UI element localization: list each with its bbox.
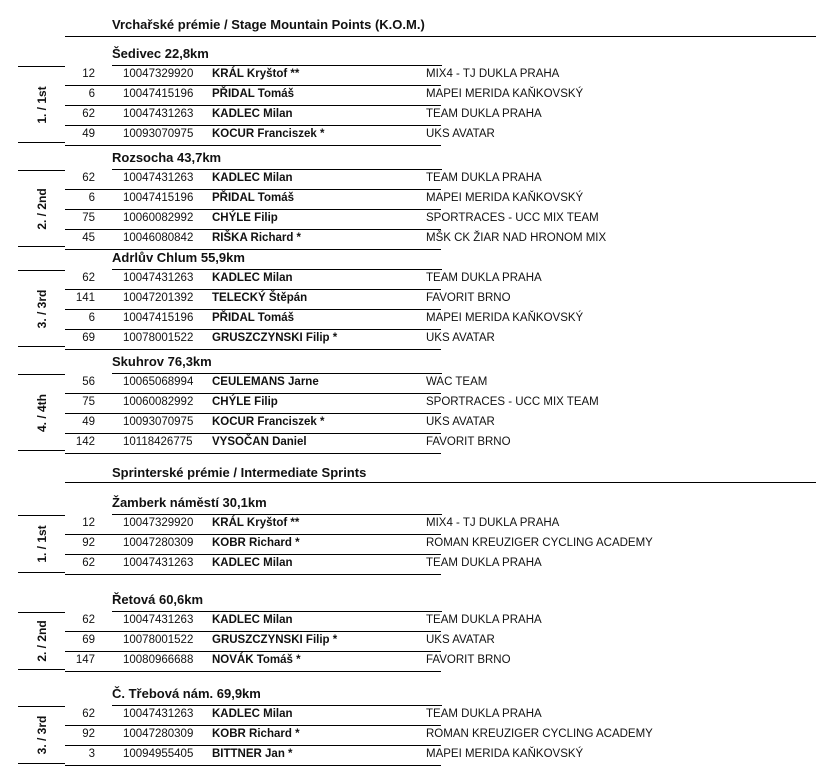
rider-name: GRUSZCZYNSKI Filip * (212, 332, 338, 344)
table-row (65, 106, 542, 126)
results-rows (65, 170, 607, 250)
team-name: MAPEI MERIDA KAŇKOVSKÝ (426, 312, 584, 324)
uci-id: 10093070975 (123, 128, 194, 140)
rank-cell (18, 270, 65, 347)
rider-name: PŘIDAL Tomáš (212, 312, 295, 324)
checkpoint-name: Řetová 60,6km (112, 592, 204, 607)
uci-id: 10047329920 (123, 68, 194, 80)
rider-name: KADLEC Milan (212, 108, 293, 120)
team-name: UKS AVATAR (426, 416, 495, 428)
team-name: FAVORIT BRNO (426, 654, 511, 666)
table-row (65, 726, 653, 746)
rider-name: BITTNER Jan * (212, 748, 293, 760)
team-name: MAPEI MERIDA KAŇKOVSKÝ (426, 88, 584, 100)
rider-name: KADLEC Milan (212, 708, 293, 720)
kom-group-4 (0, 354, 830, 452)
bib-number: 6 (88, 312, 95, 324)
table-row (65, 210, 599, 230)
table-row (65, 374, 488, 394)
sprints-group-1 (0, 495, 830, 574)
rider-name: KOCUR Franciszek * (212, 416, 325, 428)
rider-name: VYSOČAN Daniel (212, 436, 307, 448)
sprints-section-rule (65, 482, 816, 483)
rank-cell (18, 66, 65, 143)
bib-number: 6 (88, 192, 95, 204)
rider-name: TELECKÝ Štěpán (212, 292, 308, 304)
uci-id: 10046080842 (123, 232, 194, 244)
uci-id: 10047415196 (123, 192, 194, 204)
team-name: MAPEI MERIDA KAŇKOVSKÝ (426, 192, 584, 204)
uci-id: 10047280309 (123, 728, 194, 740)
bib-number: 6 (88, 88, 95, 100)
rank-cell (18, 515, 65, 573)
table-row (65, 414, 495, 434)
table-row (65, 394, 599, 414)
uci-id: 10065068994 (123, 376, 194, 388)
bib-number: 142 (75, 436, 95, 448)
uci-id: 10060082992 (123, 212, 194, 224)
table-row (65, 290, 511, 310)
uci-id: 10047415196 (123, 312, 194, 324)
team-name: TEAM DUKLA PRAHA (426, 614, 542, 626)
checkpoint-name: Šedivec 22,8km (112, 46, 209, 61)
rank-cell (18, 170, 65, 247)
team-name: WAC TEAM (426, 376, 488, 388)
table-row (65, 535, 653, 555)
uci-id: 10047201392 (123, 292, 194, 304)
bib-number: 62 (82, 272, 95, 284)
table-row (65, 515, 560, 535)
results-rows (65, 706, 653, 766)
checkpoint-name: Skuhrov 76,3km (112, 354, 212, 369)
team-name: SPORTRACES - UCC MIX TEAM (426, 212, 599, 224)
rank-label: 4. / 4th (34, 393, 49, 432)
uci-id: 10047280309 (123, 537, 194, 549)
team-name: MAPEI MERIDA KAŇKOVSKÝ (426, 748, 584, 760)
uci-id: 10047329920 (123, 517, 194, 529)
table-row (65, 66, 560, 86)
rank-cell (18, 612, 65, 670)
rider-name: CHÝLE Filip (212, 396, 278, 408)
sprints-group-2 (0, 592, 830, 671)
rank-label: 1. / 1st (34, 85, 49, 124)
rider-name: KOCUR Franciszek * (212, 128, 325, 140)
checkpoint-name: Rozsocha 43,7km (112, 150, 222, 165)
uci-id: 10047431263 (123, 108, 194, 120)
team-name: MIX4 - TJ DUKLA PRAHA (426, 68, 560, 80)
table-row (65, 434, 511, 454)
team-name: TEAM DUKLA PRAHA (426, 708, 542, 720)
bib-number: 12 (82, 517, 95, 529)
table-row (65, 170, 542, 190)
sprints-section-title: Sprinterské prémie / Intermediate Sprints (112, 465, 367, 480)
table-row (65, 310, 584, 330)
kom-group-1 (0, 46, 830, 144)
results-rows (65, 612, 542, 672)
rider-name: GRUSZCZYNSKI Filip * (212, 634, 338, 646)
team-name: ROMAN KREUZIGER CYCLING ACADEMY (426, 728, 653, 740)
team-name: FAVORIT BRNO (426, 436, 511, 448)
uci-id: 10093070975 (123, 416, 194, 428)
bib-number: 69 (82, 634, 95, 646)
bib-number: 141 (75, 292, 95, 304)
table-row (65, 190, 584, 210)
kom-group-2 (0, 150, 830, 248)
bib-number: 62 (82, 108, 95, 120)
table-row (65, 330, 495, 350)
rank-cell (18, 706, 65, 764)
uci-id: 10078001522 (123, 634, 194, 646)
team-name: SPORTRACES - UCC MIX TEAM (426, 396, 599, 408)
kom-section-rule (65, 36, 816, 37)
uci-id: 10047431263 (123, 708, 194, 720)
rank-label: 2. / 2nd (34, 620, 49, 662)
team-name: TEAM DUKLA PRAHA (426, 272, 542, 284)
checkpoint-name: Žamberk náměstí 30,1km (112, 495, 267, 510)
results-rows (65, 515, 653, 575)
rank-label: 1. / 1st (34, 525, 49, 563)
table-row (65, 555, 542, 575)
rank-cell (18, 374, 65, 451)
results-rows (65, 66, 584, 146)
table-row (65, 652, 511, 672)
team-name: UKS AVATAR (426, 128, 495, 140)
bib-number: 62 (82, 172, 95, 184)
rider-name: KADLEC Milan (212, 172, 293, 184)
uci-id: 10047431263 (123, 172, 194, 184)
table-row (65, 746, 584, 766)
table-row (65, 612, 542, 632)
rider-name: KOBR Richard * (212, 728, 300, 740)
team-name: TEAM DUKLA PRAHA (426, 108, 542, 120)
kom-group-3 (0, 250, 830, 348)
rider-name: RIŠKA Richard * (212, 232, 302, 244)
bib-number: 45 (82, 232, 95, 244)
table-row (65, 706, 542, 726)
results-rows (65, 270, 584, 350)
rider-name: KADLEC Milan (212, 272, 293, 284)
rider-name: KADLEC Milan (212, 557, 293, 569)
bib-number: 62 (82, 614, 95, 626)
uci-id: 10047415196 (123, 88, 194, 100)
uci-id: 10047431263 (123, 272, 194, 284)
team-name: UKS AVATAR (426, 634, 495, 646)
bib-number: 147 (75, 654, 95, 666)
uci-id: 10078001522 (123, 332, 194, 344)
table-row (65, 230, 607, 250)
bib-number: 49 (82, 128, 95, 140)
bib-number: 12 (82, 68, 95, 80)
bib-number: 56 (82, 376, 95, 388)
rider-name: PŘIDAL Tomáš (212, 88, 295, 100)
rank-label: 3. / 3rd (34, 289, 49, 328)
uci-id: 10047431263 (123, 614, 194, 626)
rider-name: KADLEC Milan (212, 614, 293, 626)
checkpoint-name: Adrlův Chlum 55,9km (112, 250, 245, 265)
uci-id: 10118426775 (123, 436, 193, 448)
bib-number: 62 (82, 708, 95, 720)
bib-number: 62 (82, 557, 95, 569)
team-name: UKS AVATAR (426, 332, 495, 344)
rider-name: CHÝLE Filip (212, 212, 278, 224)
team-name: ROMAN KREUZIGER CYCLING ACADEMY (426, 537, 653, 549)
team-name: TEAM DUKLA PRAHA (426, 172, 542, 184)
rider-name: KRÁL Kryštof ** (212, 68, 300, 80)
rider-name: CEULEMANS Jarne (212, 376, 319, 388)
table-row (65, 270, 542, 290)
team-name: MŠK CK ŽIAR NAD HRONOM MIX (426, 232, 607, 244)
table-row (65, 86, 584, 106)
results-rows (65, 374, 599, 454)
bib-number: 49 (82, 416, 95, 428)
kom-section-title: Vrchařské prémie / Stage Mountain Points (K.O.M.) (112, 17, 425, 32)
bib-number: 92 (82, 728, 95, 740)
bib-number: 69 (82, 332, 95, 344)
bib-number: 92 (82, 537, 95, 549)
bib-number: 75 (82, 212, 95, 224)
table-row (65, 126, 495, 146)
team-name: FAVORIT BRNO (426, 292, 511, 304)
sprints-group-3 (0, 686, 830, 765)
uci-id: 10094955405 (123, 748, 194, 760)
bib-number: 75 (82, 396, 95, 408)
bib-number: 3 (88, 748, 95, 760)
uci-id: 10047431263 (123, 557, 194, 569)
team-name: TEAM DUKLA PRAHA (426, 557, 542, 569)
uci-id: 10060082992 (123, 396, 194, 408)
rider-name: PŘIDAL Tomáš (212, 192, 295, 204)
rider-name: KRÁL Kryštof ** (212, 517, 300, 529)
rank-label: 2. / 2nd (34, 187, 49, 230)
rank-label: 3. / 3rd (34, 715, 49, 755)
uci-id: 10080966688 (123, 654, 194, 666)
rider-name: KOBR Richard * (212, 537, 300, 549)
table-row (65, 632, 495, 652)
rider-name: NOVÁK Tomáš * (212, 654, 301, 666)
checkpoint-name: Č. Třebová nám. 69,9km (112, 686, 261, 701)
team-name: MIX4 - TJ DUKLA PRAHA (426, 517, 560, 529)
